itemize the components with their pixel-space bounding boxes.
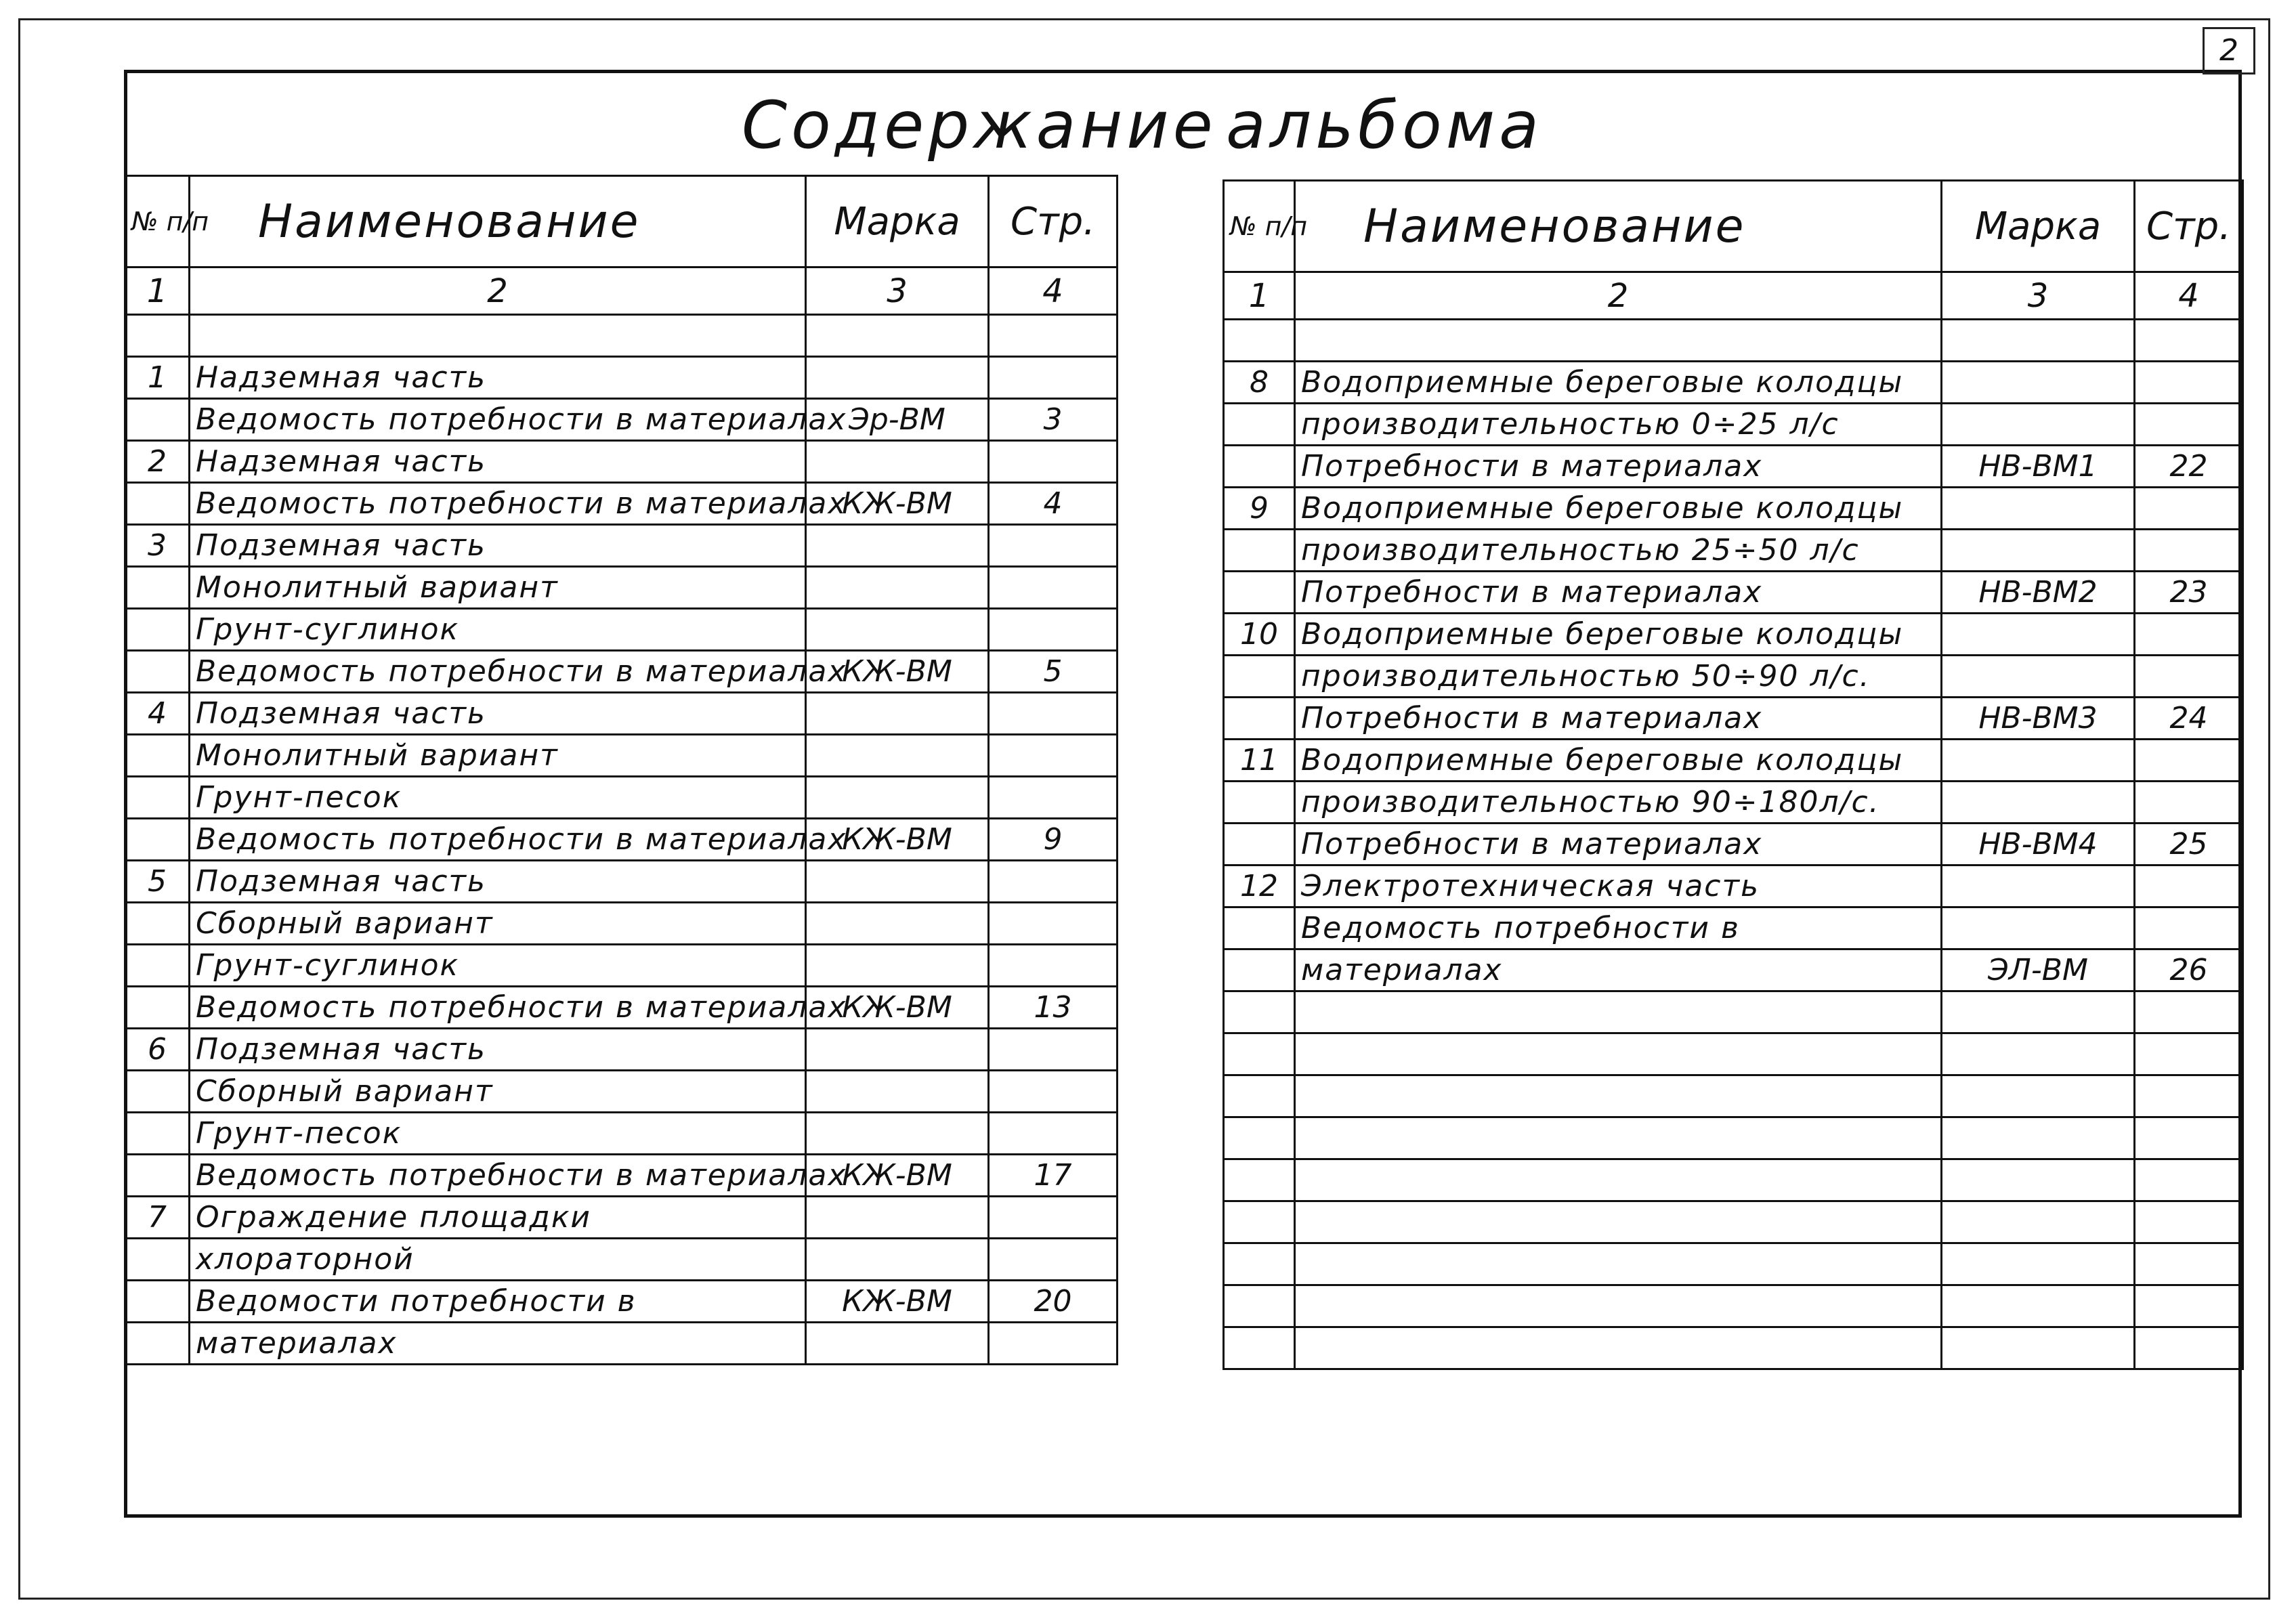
header-index-2: 2 <box>190 268 806 315</box>
row-page: 20 <box>989 1281 1118 1323</box>
row-name: Водоприемные береговые колодцы <box>1295 488 1942 530</box>
row-page <box>989 567 1118 609</box>
row-number: 8 <box>1224 362 1295 404</box>
row-number <box>1224 656 1295 698</box>
row-name <box>1295 1033 1942 1075</box>
row-page <box>2135 1327 2243 1369</box>
row-code <box>806 1071 989 1113</box>
header-index-row <box>1224 272 2243 320</box>
row-number <box>125 1281 190 1323</box>
row-code <box>806 735 989 777</box>
table-row <box>125 903 1118 945</box>
row-number <box>125 777 190 819</box>
contents-table-right-body <box>1224 181 2243 1369</box>
table-row <box>1224 1159 2243 1201</box>
row-page: 25 <box>2135 824 2243 866</box>
row-code: НВ-ВМ2 <box>1942 572 2135 614</box>
row-number <box>1224 572 1295 614</box>
row-number <box>1224 824 1295 866</box>
row-code: ЭЛ-ВМ <box>1942 949 2135 991</box>
row-code <box>806 903 989 945</box>
row-page <box>989 609 1118 651</box>
row-code: КЖ-ВМ <box>806 987 989 1029</box>
row-name: Водоприемные береговые колодцы <box>1295 614 1942 656</box>
row-name: хлораторной <box>190 1239 806 1281</box>
table-row <box>1224 1201 2243 1243</box>
row-number: 6 <box>125 1029 190 1071</box>
row-code: КЖ-ВМ <box>806 651 989 693</box>
row-code <box>1942 1033 2135 1075</box>
table-row <box>1224 1117 2243 1159</box>
row-number: 10 <box>1224 614 1295 656</box>
row-page: 23 <box>2135 572 2243 614</box>
row-page <box>989 357 1118 399</box>
row-number <box>1224 320 1295 362</box>
row-number <box>125 315 190 357</box>
table-row <box>1224 530 2243 572</box>
row-page: 3 <box>989 399 1118 441</box>
row-name <box>1295 1117 1942 1159</box>
row-number: 4 <box>125 693 190 735</box>
row-code <box>806 1239 989 1281</box>
row-page <box>989 315 1118 357</box>
row-name: Водоприемные береговые колодцы <box>1295 740 1942 782</box>
row-name: производительностью 50÷90 л/с. <box>1295 656 1942 698</box>
header-row <box>1224 181 2243 272</box>
row-name: Грунт-суглинок <box>190 945 806 987</box>
table-row <box>125 1113 1118 1155</box>
table-row <box>1224 698 2243 740</box>
row-name <box>1295 320 1942 362</box>
row-number: 5 <box>125 861 190 903</box>
row-name: Ведомость потребности в материалах <box>190 483 806 525</box>
table-row <box>125 609 1118 651</box>
table-row <box>1224 656 2243 698</box>
header-index-1: 1 <box>1224 272 1295 320</box>
row-number <box>125 609 190 651</box>
row-page <box>2135 991 2243 1033</box>
row-number <box>125 1239 190 1281</box>
row-name: Потребности в материалах <box>1295 824 1942 866</box>
header-index-2: 2 <box>1295 272 1942 320</box>
row-number: 3 <box>125 525 190 567</box>
row-code <box>1942 656 2135 698</box>
row-code <box>806 861 989 903</box>
table-row <box>1224 614 2243 656</box>
row-code <box>1942 1075 2135 1117</box>
row-number <box>125 1323 190 1365</box>
row-number <box>125 1113 190 1155</box>
table-row <box>1224 1033 2243 1075</box>
row-number <box>1224 1117 1295 1159</box>
table-row <box>1224 866 2243 907</box>
row-name <box>1295 1243 1942 1285</box>
table-row <box>125 1071 1118 1113</box>
row-name: Подземная часть <box>190 1029 806 1071</box>
row-name <box>1295 1075 1942 1117</box>
row-name: Потребности в материалах <box>1295 446 1942 488</box>
table-row <box>125 399 1118 441</box>
row-page: 17 <box>989 1155 1118 1197</box>
page-number: 2 <box>2203 27 2255 74</box>
row-page <box>989 1029 1118 1071</box>
table-row <box>1224 320 2243 362</box>
row-page <box>989 945 1118 987</box>
row-code <box>1942 362 2135 404</box>
row-page <box>2135 404 2243 446</box>
table-row <box>1224 1075 2243 1117</box>
row-number <box>125 735 190 777</box>
header-index-4: 4 <box>2135 272 2243 320</box>
header-index-row <box>125 268 1118 315</box>
header-row <box>125 176 1118 268</box>
row-number <box>125 987 190 1029</box>
table-row <box>1224 1285 2243 1327</box>
row-page <box>2135 866 2243 907</box>
row-name: Ведомость потребности в материалах <box>190 651 806 693</box>
row-page <box>2135 1285 2243 1327</box>
row-code: КЖ-ВМ <box>806 1155 989 1197</box>
row-code <box>1942 1117 2135 1159</box>
row-number: 12 <box>1224 866 1295 907</box>
row-page <box>2135 530 2243 572</box>
table-row <box>125 651 1118 693</box>
header-num: № п/п <box>125 176 190 268</box>
table-row <box>125 861 1118 903</box>
header-page: Стр. <box>2135 181 2243 272</box>
row-name: Потребности в материалах <box>1295 572 1942 614</box>
row-code <box>1942 866 2135 907</box>
table-row <box>125 1281 1118 1323</box>
row-page: 13 <box>989 987 1118 1029</box>
row-page: 26 <box>2135 949 2243 991</box>
table-row <box>125 735 1118 777</box>
row-code: НВ-ВМ4 <box>1942 824 2135 866</box>
row-code: НВ-ВМ1 <box>1942 446 2135 488</box>
row-code: КЖ-ВМ <box>806 483 989 525</box>
row-name: материалах <box>190 1323 806 1365</box>
header-code: Марка <box>806 176 989 268</box>
table-row <box>1224 446 2243 488</box>
row-code <box>1942 1285 2135 1327</box>
row-number: 1 <box>125 357 190 399</box>
row-page <box>989 735 1118 777</box>
table-row <box>1224 1327 2243 1369</box>
table-row <box>125 693 1118 735</box>
table-row <box>125 315 1118 357</box>
table-row <box>125 525 1118 567</box>
row-page: 22 <box>2135 446 2243 488</box>
row-name: Ведомость потребности в материалах <box>190 819 806 861</box>
row-code <box>1942 1243 2135 1285</box>
row-code: Эр-ВМ <box>806 399 989 441</box>
row-name: Ограждение площадки <box>190 1197 806 1239</box>
row-code <box>806 315 989 357</box>
row-number <box>1224 530 1295 572</box>
row-name <box>1295 1285 1942 1327</box>
table-row <box>1224 824 2243 866</box>
row-page: 24 <box>2135 698 2243 740</box>
row-page <box>989 1071 1118 1113</box>
table-row <box>125 945 1118 987</box>
row-code <box>1942 991 2135 1033</box>
row-name: Водоприемные береговые колодцы <box>1295 362 1942 404</box>
table-row <box>1224 404 2243 446</box>
contents-table-right <box>1223 179 2244 1370</box>
row-page <box>989 1197 1118 1239</box>
page-title-part1: Содержание <box>742 87 1217 163</box>
table-row <box>125 1029 1118 1071</box>
row-name <box>190 315 806 357</box>
row-number <box>1224 404 1295 446</box>
row-page <box>2135 1243 2243 1285</box>
row-code <box>1942 404 2135 446</box>
row-name: Монолитный вариант <box>190 735 806 777</box>
row-number <box>125 1155 190 1197</box>
row-code <box>806 945 989 987</box>
row-number <box>125 399 190 441</box>
row-number <box>1224 782 1295 824</box>
table-row <box>125 1155 1118 1197</box>
table-row <box>125 1323 1118 1365</box>
row-page <box>2135 782 2243 824</box>
row-code <box>1942 1201 2135 1243</box>
row-name: Подземная часть <box>190 525 806 567</box>
row-number: 7 <box>125 1197 190 1239</box>
row-name: Сборный вариант <box>190 903 806 945</box>
table-row <box>1224 949 2243 991</box>
row-number <box>1224 1033 1295 1075</box>
row-number <box>125 903 190 945</box>
row-number <box>1224 698 1295 740</box>
row-code <box>1942 1159 2135 1201</box>
row-name <box>1295 991 1942 1033</box>
row-number <box>1224 446 1295 488</box>
table-row <box>1224 991 2243 1033</box>
row-page <box>2135 614 2243 656</box>
row-page <box>2135 656 2243 698</box>
row-page <box>2135 740 2243 782</box>
row-page <box>2135 488 2243 530</box>
row-code <box>1942 1327 2135 1369</box>
row-number <box>1224 1075 1295 1117</box>
row-code <box>806 441 989 483</box>
table-row <box>125 777 1118 819</box>
table-row <box>125 441 1118 483</box>
row-name: Ведомости потребности в <box>190 1281 806 1323</box>
row-page <box>2135 1201 2243 1243</box>
row-number <box>125 1071 190 1113</box>
row-page <box>989 861 1118 903</box>
row-page <box>989 777 1118 819</box>
row-number <box>1224 1201 1295 1243</box>
row-name: Грунт-суглинок <box>190 609 806 651</box>
row-code <box>806 357 989 399</box>
row-name <box>1295 1201 1942 1243</box>
row-number <box>1224 1327 1295 1369</box>
row-number <box>1224 991 1295 1033</box>
row-code <box>806 1197 989 1239</box>
row-name: Подземная часть <box>190 861 806 903</box>
row-number <box>125 651 190 693</box>
table-row <box>125 1197 1118 1239</box>
row-page <box>989 525 1118 567</box>
row-page <box>989 1323 1118 1365</box>
row-page <box>2135 1159 2243 1201</box>
row-name: материалах <box>1295 949 1942 991</box>
row-code: КЖ-ВМ <box>806 819 989 861</box>
row-code <box>1942 488 2135 530</box>
row-number <box>1224 907 1295 949</box>
header-index-3: 3 <box>806 268 989 315</box>
row-name <box>1295 1159 1942 1201</box>
table-row <box>1224 1243 2243 1285</box>
header-name: Наименование <box>1295 181 1942 272</box>
row-number <box>1224 1243 1295 1285</box>
row-code <box>1942 740 2135 782</box>
table-row <box>1224 488 2243 530</box>
table-row <box>125 987 1118 1029</box>
row-code <box>806 777 989 819</box>
row-code: КЖ-ВМ <box>806 1281 989 1323</box>
row-code: НВ-ВМ3 <box>1942 698 2135 740</box>
header-code: Марка <box>1942 181 2135 272</box>
row-name: Сборный вариант <box>190 1071 806 1113</box>
row-name: Надземная часть <box>190 357 806 399</box>
table-row <box>1224 740 2243 782</box>
header-index-4: 4 <box>989 268 1118 315</box>
table-row <box>1224 362 2243 404</box>
row-number <box>1224 949 1295 991</box>
row-name <box>1295 1327 1942 1369</box>
row-page <box>989 693 1118 735</box>
row-code <box>806 693 989 735</box>
header-index-3: 3 <box>1942 272 2135 320</box>
row-page <box>2135 1075 2243 1117</box>
row-page <box>2135 320 2243 362</box>
row-name: производительностью 25÷50 л/с <box>1295 530 1942 572</box>
row-page <box>989 1239 1118 1281</box>
row-name: производительностью 90÷180л/с. <box>1295 782 1942 824</box>
row-number <box>125 945 190 987</box>
row-page <box>989 441 1118 483</box>
row-number: 11 <box>1224 740 1295 782</box>
row-name: Монолитный вариант <box>190 567 806 609</box>
row-page: 4 <box>989 483 1118 525</box>
row-number <box>125 483 190 525</box>
table-row <box>125 357 1118 399</box>
header-index-1: 1 <box>125 268 190 315</box>
row-code <box>806 609 989 651</box>
row-code <box>1942 782 2135 824</box>
row-page <box>2135 907 2243 949</box>
row-code <box>806 1029 989 1071</box>
row-code <box>806 567 989 609</box>
row-page: 9 <box>989 819 1118 861</box>
row-number: 9 <box>1224 488 1295 530</box>
row-name: Ведомость потребности в материалах <box>190 399 806 441</box>
contents-table-left <box>124 175 1118 1365</box>
row-name: Ведомость потребности в <box>1295 907 1942 949</box>
row-code <box>1942 320 2135 362</box>
table-row <box>125 1239 1118 1281</box>
header-page: Стр. <box>989 176 1118 268</box>
header-name: Наименование <box>190 176 806 268</box>
row-code <box>1942 530 2135 572</box>
row-name: Потребности в материалах <box>1295 698 1942 740</box>
row-name: Грунт-песок <box>190 1113 806 1155</box>
row-page: 5 <box>989 651 1118 693</box>
row-code <box>806 1113 989 1155</box>
row-code <box>1942 907 2135 949</box>
row-page <box>2135 1117 2243 1159</box>
row-name: Подземная часть <box>190 693 806 735</box>
header-num: № п/п <box>1224 181 1295 272</box>
row-name: Ведомость потребности в материалах <box>190 987 806 1029</box>
table-row <box>125 483 1118 525</box>
row-number <box>125 819 190 861</box>
table-row <box>1224 782 2243 824</box>
row-name: производительностью 0÷25 л/с <box>1295 404 1942 446</box>
row-number: 2 <box>125 441 190 483</box>
row-name: Надземная часть <box>190 441 806 483</box>
page-title-part2: альбома <box>1226 87 1543 163</box>
row-page <box>2135 1033 2243 1075</box>
row-code <box>806 1323 989 1365</box>
table-row <box>1224 572 2243 614</box>
row-page <box>989 1113 1118 1155</box>
row-name: Ведомость потребности в материалах <box>190 1155 806 1197</box>
table-row <box>125 567 1118 609</box>
row-number <box>1224 1159 1295 1201</box>
row-number <box>1224 1285 1295 1327</box>
row-code <box>806 525 989 567</box>
row-page <box>989 903 1118 945</box>
table-row <box>125 819 1118 861</box>
contents-table-left-body <box>125 176 1118 1365</box>
table-row <box>1224 907 2243 949</box>
row-code <box>1942 614 2135 656</box>
row-number <box>125 567 190 609</box>
row-page <box>2135 362 2243 404</box>
row-name: Электротехническая часть <box>1295 866 1942 907</box>
row-name: Грунт-песок <box>190 777 806 819</box>
